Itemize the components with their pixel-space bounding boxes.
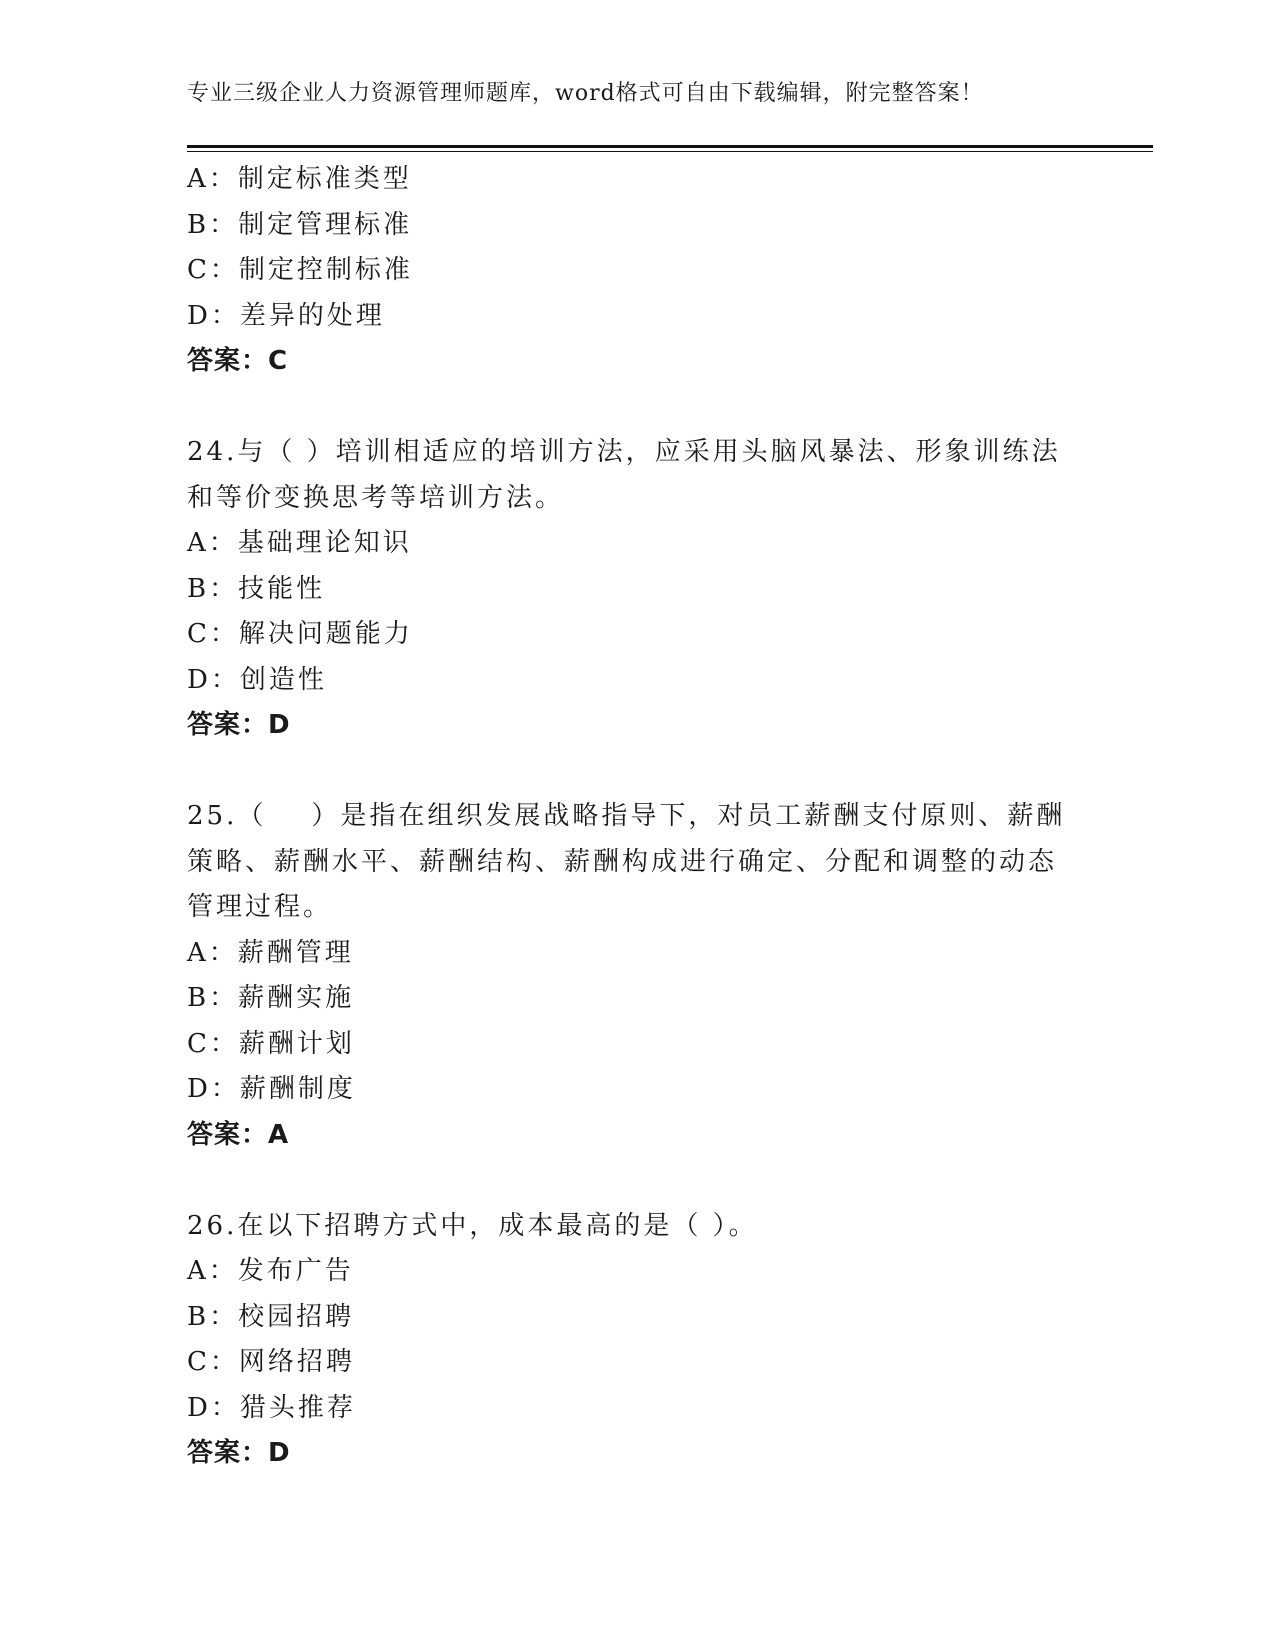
option-a: A：基础理论知识: [187, 528, 412, 558]
option-d: D：差异的处理: [187, 300, 385, 331]
option-a: A：发布广告: [187, 1256, 354, 1286]
option-b: B：技能性: [187, 573, 326, 604]
answer-line: 答案：C: [187, 346, 289, 376]
question-24: [187, 430, 1127, 749]
option-c: C：网络招聘: [187, 1347, 355, 1377]
option-a: A：制定标准类型: [187, 164, 412, 194]
option-d: D：猎头推荐: [187, 1392, 356, 1423]
question-stem-line: 26.在以下招聘方式中，成本最高的是（ ）。: [187, 1210, 758, 1241]
question-stem-line: 24.与（ ）培训相适应的培训方法，应采用头脑风暴法、形象训练法: [187, 437, 1061, 467]
option-d: D：创造性: [187, 664, 327, 695]
question-stem-line: 和等价变换思考等培训方法。: [187, 482, 565, 513]
question-stem-line: 25.（ ）是指在组织发展战略指导下，对员工薪酬支付原则、薪酬: [187, 801, 1066, 831]
question-25: [187, 794, 1127, 1158]
answer-line: 答案：A: [187, 1119, 290, 1150]
option-c: C：薪酬计划: [187, 1028, 355, 1059]
option-b: B：制定管理标准: [187, 209, 413, 240]
option-d: D：薪酬制度: [187, 1074, 356, 1104]
option-b: B：校园招聘: [187, 1301, 355, 1332]
spacer: [187, 385, 1127, 431]
question-23: [187, 157, 1127, 385]
spacer: [187, 1158, 1127, 1204]
question-26: [187, 1204, 1127, 1477]
question-stem-line: 管理过程。: [187, 892, 333, 922]
option-c: C：解决问题能力: [187, 619, 413, 649]
answer-line: 答案：D: [187, 710, 291, 740]
header-rule: [187, 145, 1153, 148]
option-b: B：薪酬实施: [187, 983, 355, 1013]
document-body: [187, 157, 1127, 1477]
page-header: 专业三级企业人力资源管理师题库，word格式可自由下载编辑，附完整答案！: [187, 81, 984, 106]
option-c: C：制定控制标准: [187, 255, 413, 285]
answer-line: 答案：D: [187, 1438, 291, 1468]
header-rule-thin: [187, 151, 1153, 152]
question-stem-line: 策略、薪酬水平、薪酬结构、薪酬构成进行确定、分配和调整的动态: [187, 846, 1058, 877]
option-a: A：薪酬管理: [187, 937, 354, 968]
spacer: [187, 749, 1127, 795]
